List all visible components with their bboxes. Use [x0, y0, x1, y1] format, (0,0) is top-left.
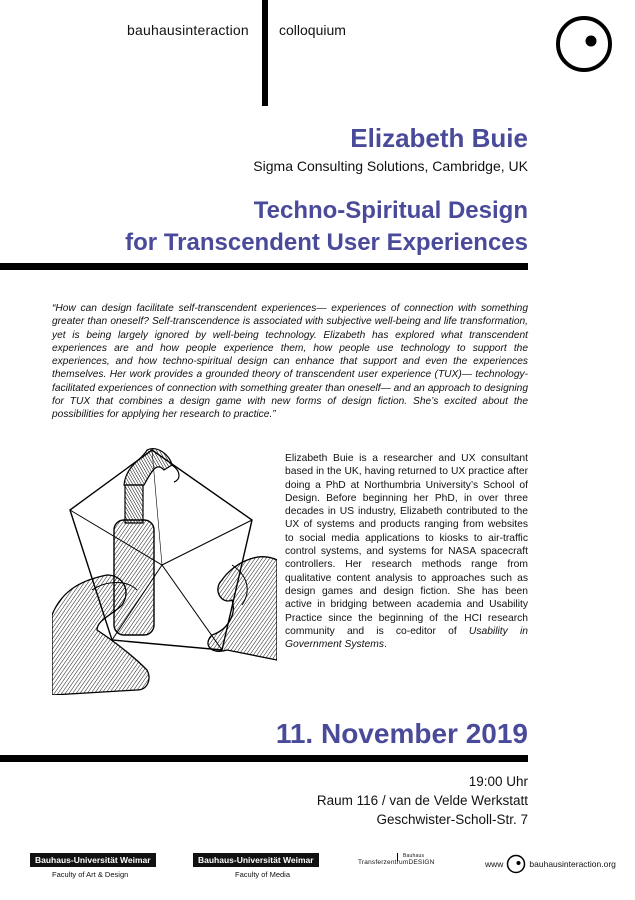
talk-title-line1: Techno-Spiritual Design — [253, 197, 528, 224]
transfer-small-label: Bauhaus — [403, 853, 425, 859]
talk-title-line2: for Transcendent User Experiences — [125, 229, 528, 256]
bio-end: . — [384, 639, 387, 651]
faculty-name: Faculty of Art & Design — [52, 870, 129, 879]
header-event-type: colloquium — [279, 22, 346, 38]
faculty-art-design-logo — [30, 853, 156, 879]
web-domain: bauhausinteraction.org — [529, 859, 616, 869]
website-link[interactable] — [485, 854, 616, 874]
university-name: Bauhaus-Universität Weimar — [30, 853, 156, 867]
header-series-name: bauhausinteraction — [127, 22, 249, 38]
event-venue — [317, 772, 528, 829]
event-address: Geschwister-Scholl-Str. 7 — [376, 812, 528, 827]
speaker-bio — [285, 452, 528, 651]
event-room: Raum 116 / van de Velde Werkstatt — [316, 793, 528, 808]
hands-envelope-illustration — [52, 440, 277, 695]
book-title: Usability in Government Systems — [285, 625, 528, 651]
talk-abstract: “How can design facilitate self-transcendent experiences— experiences of connection with something greater than oneself? Self-transcendence is associated with subjective well-being and life transformation, yet is being largely ignored by well-being technology. Elizabeth has explored what transcendent experiences are and how people experience them, how people use technology to support the experiences, and how techno-spiritual design can enhance that support and even the experiences themselves. Her work provides a grounded theory of transcendent user experience (TUX)— technology-facilitated experiences of connection with something greater than oneself— and an approach to designing for TUX that combines a design game with new forms of design fiction. She’s excited about the possibilities for applying her research to practice.” — [52, 303, 528, 421]
faculty-media-logo — [193, 853, 319, 879]
date-divider-bar — [0, 755, 528, 762]
speaker-name: Elizabeth Buie — [350, 123, 528, 153]
speaker-bio-text: Elizabeth Buie is a researcher and UX consultant based in the UK, having returned to UX practice after doing a PhD at Northumbria University’s School of Design. Before beginning her PhD, in over three decades in US industry, Elizabeth contributed to the UX of systems and products ranging from websites to social media applications to kiosks to air-traffic control systems, and systems for NASA spacecraft controllers. Her research methods range from qualitative content analysis to approaches such as design games and design fiction. She has been active in bridging between academia and Usability Practice since the beginning of the HCI research community and is co-editor of — [285, 453, 528, 637]
transfer-label: TransferzentrumDESIGN — [358, 859, 435, 866]
talk-title — [125, 195, 528, 259]
bauhausinteraction-logo-small-icon — [506, 854, 526, 874]
event-time: 19:00 Uhr — [468, 774, 528, 789]
event-date: 11. November 2019 — [275, 718, 528, 749]
title-divider-bar — [0, 263, 528, 270]
speaker-affiliation: Sigma Consulting Solutions, Cambridge, UK — [253, 158, 528, 174]
bauhausinteraction-logo-icon — [555, 15, 613, 73]
vertical-divider-bar — [262, 0, 268, 106]
web-prefix: www — [485, 859, 504, 869]
transferzentrum-logo — [358, 853, 435, 866]
university-name: Bauhaus-Universität Weimar — [193, 853, 319, 867]
faculty-name: Faculty of Media — [235, 870, 291, 879]
